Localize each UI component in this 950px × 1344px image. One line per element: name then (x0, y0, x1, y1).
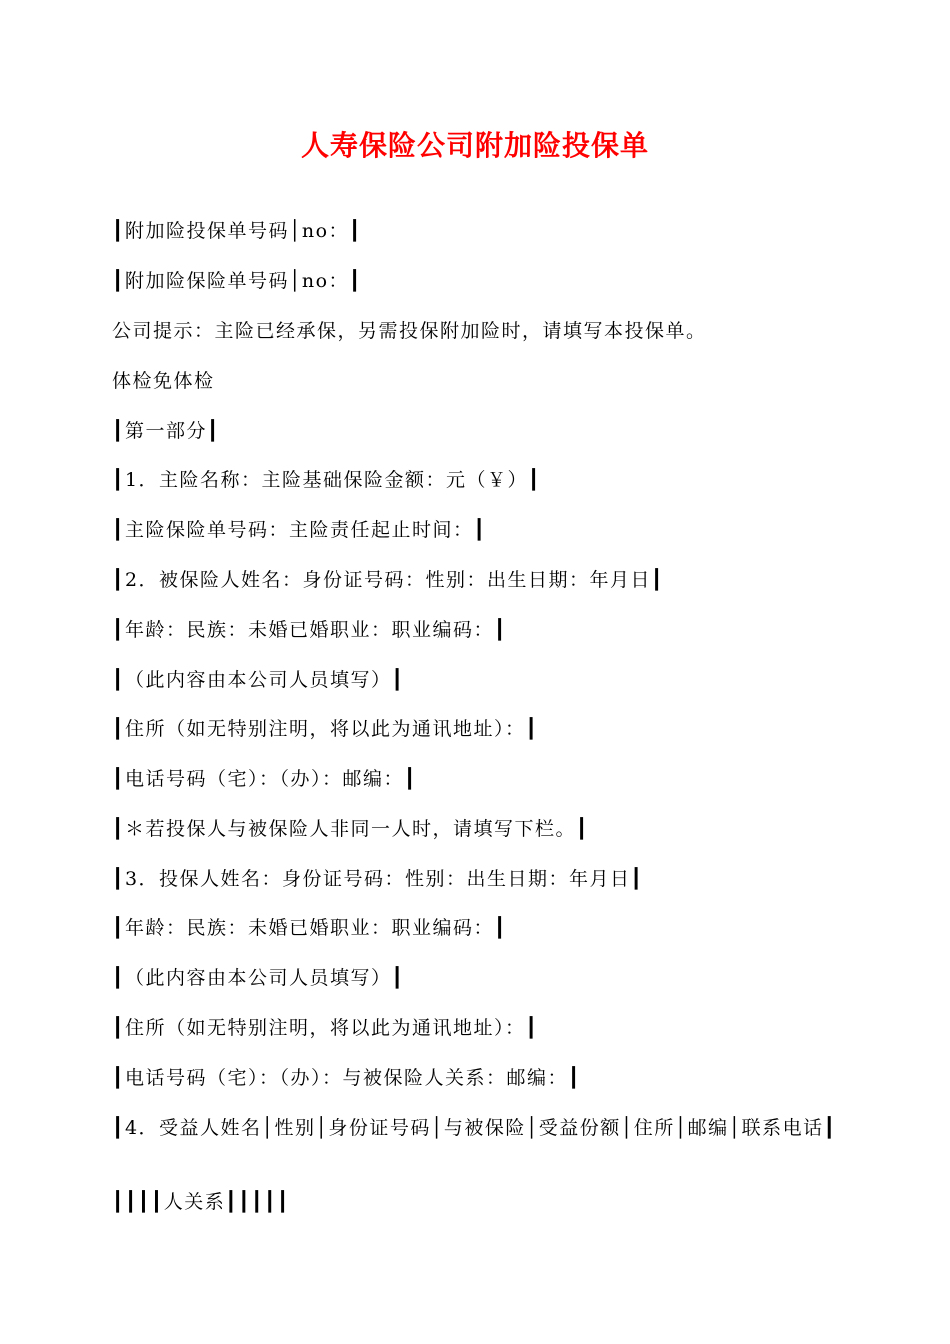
document-title: 人寿保险公司附加险投保单 (300, 129, 649, 162)
beneficiary-relation-line: ┃┃┃┃人关系┃┃┃┃┃ (112, 1191, 290, 1213)
policyholder-name-line: ┃3．投保人姓名：身份证号码：性别：出生日期：年月日┃ (112, 868, 644, 890)
insured-phone-line: ┃电话号码（宅）：（办）：邮编：┃ (112, 768, 417, 790)
policyholder-age-line: ┃年龄：民族：未婚已婚职业：职业编码：┃ (112, 917, 507, 939)
policyholder-phone-line: ┃电话号码（宅）：（办）：与被保险人关系：邮编：┃ (112, 1067, 581, 1089)
insured-name-line: ┃2．被保险人姓名：身份证号码：性别：出生日期：年月日┃ (112, 569, 664, 591)
insured-age-line: ┃年龄：民族：未婚已婚职业：职业编码：┃ (112, 619, 507, 641)
main-policy-name-line: ┃1．主险名称：主险基础保险金额：元（￥）┃ (112, 469, 541, 491)
beneficiary-header-line: ┃4．受益人姓名│性别│身份证号码│与被保险│受益份额│住所│邮编│联系电话┃ (112, 1117, 837, 1139)
main-policy-number-line: ┃主险保险单号码：主险责任起止时间：┃ (112, 519, 487, 541)
insured-staff-note-line: ┃（此内容由本公司人员填写）┃ (112, 669, 405, 691)
company-notice-line: 公司提示：主险已经承保，另需投保附加险时，请填写本投保单。 (112, 320, 707, 342)
policyholder-staff-note-line: ┃（此内容由本公司人员填写）┃ (112, 967, 405, 989)
insured-address-line: ┃住所（如无特别注明，将以此为通讯地址）：┃ (112, 718, 539, 740)
policyholder-note-line: ┃＊若投保人与被保险人非同一人时，请填写下栏。┃ (112, 818, 589, 840)
rider-application-number-line: ┃附加险投保单号码│no：┃ (112, 220, 362, 242)
part-one-heading: ┃第一部分┃ (112, 420, 220, 442)
rider-policy-number-line: ┃附加险保险单号码│no：┃ (112, 270, 362, 292)
policyholder-address-line: ┃住所（如无特别注明，将以此为通讯地址）：┃ (112, 1017, 539, 1039)
medical-exam-line: 体检免体检 (112, 370, 215, 392)
